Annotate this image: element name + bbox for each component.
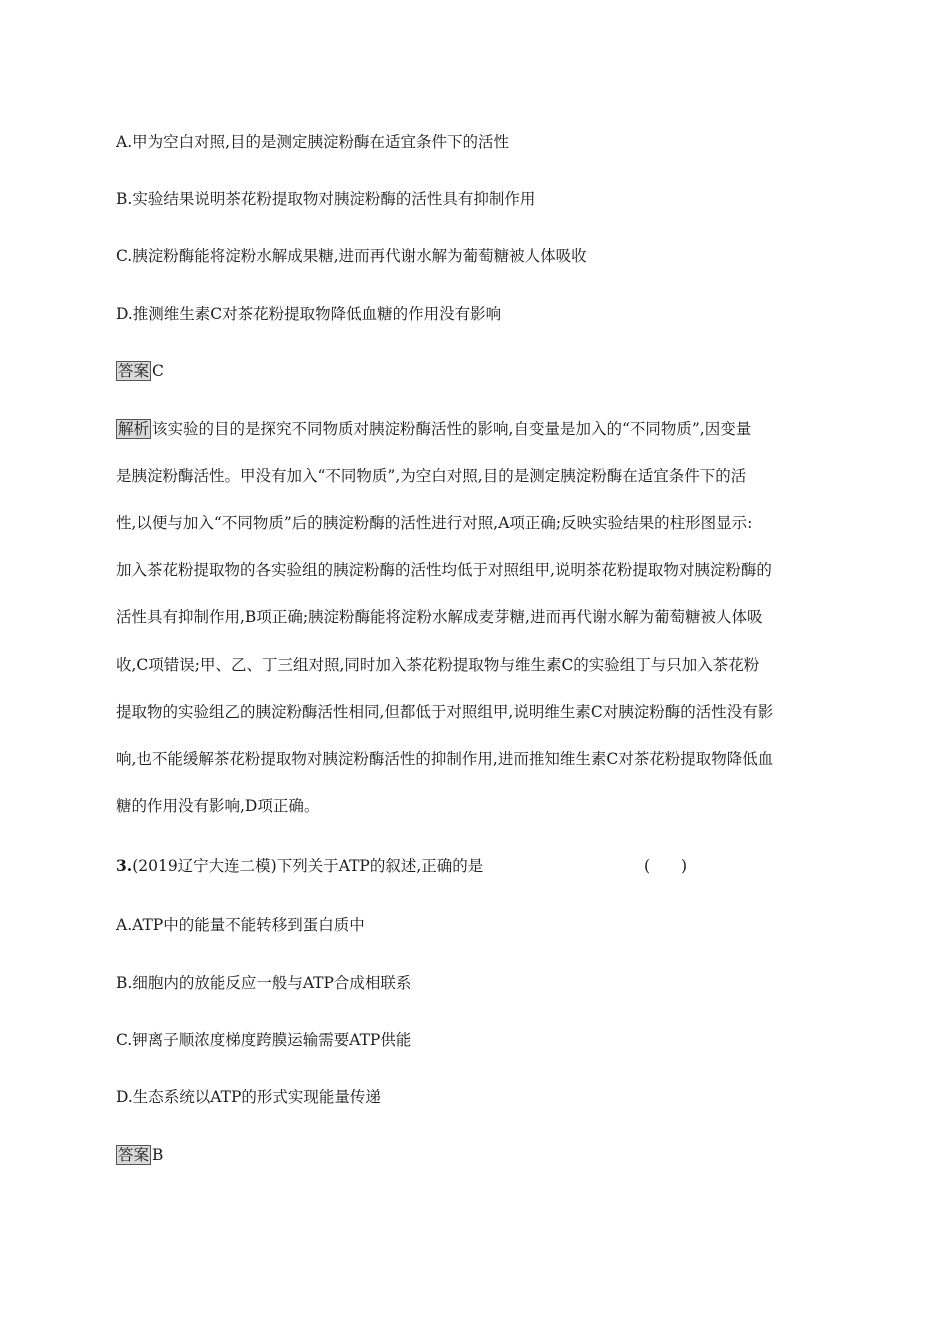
q3-option-b: B.细胞内的放能反应一般与ATP合成相联系 xyxy=(116,974,412,992)
answer-tag: 答案 xyxy=(118,362,150,380)
analysis-tag: 解析 xyxy=(118,420,150,438)
analysis-text: 该实验的目的是探究不同物质对胰淀粉酶活性的影响,自变量是加入的“不同物质”,因变量 xyxy=(152,420,752,438)
q2-analysis-line-9: 糖的作用没有影响,D项正确。 xyxy=(116,797,320,815)
q2-analysis-line-5: 活性具有抑制作用,B项正确;胰淀粉酶能将淀粉水解成麦芽糖,进而再代谢水解为葡萄糖被人体吸 xyxy=(116,608,763,626)
q2-answer xyxy=(116,361,836,381)
answer-tag: 答案 xyxy=(118,1146,150,1164)
q2-option-c: C.胰淀粉酶能将淀粉水解成果糖,进而再代谢水解为葡萄糖被人体吸收 xyxy=(116,247,587,265)
q2-option-b: B.实验结果说明茶花粉提取物对胰淀粉酶的活性具有抑制作用 xyxy=(116,190,536,208)
answer-value: B xyxy=(152,1146,164,1164)
q2-analysis-line-3: 性,以便与加入“不同物质”后的胰淀粉酶的活性进行对照,A项正确;反映实验结果的柱形图显示: xyxy=(116,514,753,532)
q2-analysis-line-1 xyxy=(116,419,836,439)
q3-stem xyxy=(116,856,836,876)
q3-answer xyxy=(116,1145,836,1165)
q2-analysis-line-6: 收,C项错误;甲、乙、丁三组对照,同时加入茶花粉提取物与维生素C的实验组丁与只加入茶花粉 xyxy=(116,656,760,674)
q2-analysis-line-2: 是胰淀粉酶活性。甲没有加入“不同物质”,为空白对照,目的是测定胰淀粉酶在适宜条件下的活 xyxy=(116,467,747,485)
question-number: 3. xyxy=(116,856,133,875)
answer-blank: ( ) xyxy=(644,857,688,875)
answer-value: C xyxy=(152,362,164,380)
q3-option-a: A.ATP中的能量不能转移到蛋白质中 xyxy=(116,916,365,934)
q2-option-a: A.甲为空白对照,目的是测定胰淀粉酶在适宜条件下的活性 xyxy=(116,133,510,151)
q3-option-c: C.钾离子顺浓度梯度跨膜运输需要ATP供能 xyxy=(116,1031,412,1049)
q3-option-d: D.生态系统以ATP的形式实现能量传递 xyxy=(116,1088,381,1106)
question-stem: (2019辽宁大连二模)下列关于ATP的叙述,正确的是 xyxy=(132,857,484,875)
q2-analysis-line-4: 加入茶花粉提取物的各实验组的胰淀粉酶的活性均低于对照组甲,说明茶花粉提取物对胰淀粉酶的 xyxy=(116,561,772,579)
q2-option-d: D.推测维生素C对茶花粉提取物降低血糖的作用没有影响 xyxy=(116,305,502,323)
q2-analysis-line-8: 响,也不能缓解茶花粉提取物对胰淀粉酶活性的抑制作用,进而推知维生素C对茶花粉提取物降低血 xyxy=(116,750,774,768)
q2-analysis-line-7: 提取物的实验组乙的胰淀粉酶活性相同,但都低于对照组甲,说明维生素C对胰淀粉酶的活性没有影 xyxy=(116,703,774,721)
